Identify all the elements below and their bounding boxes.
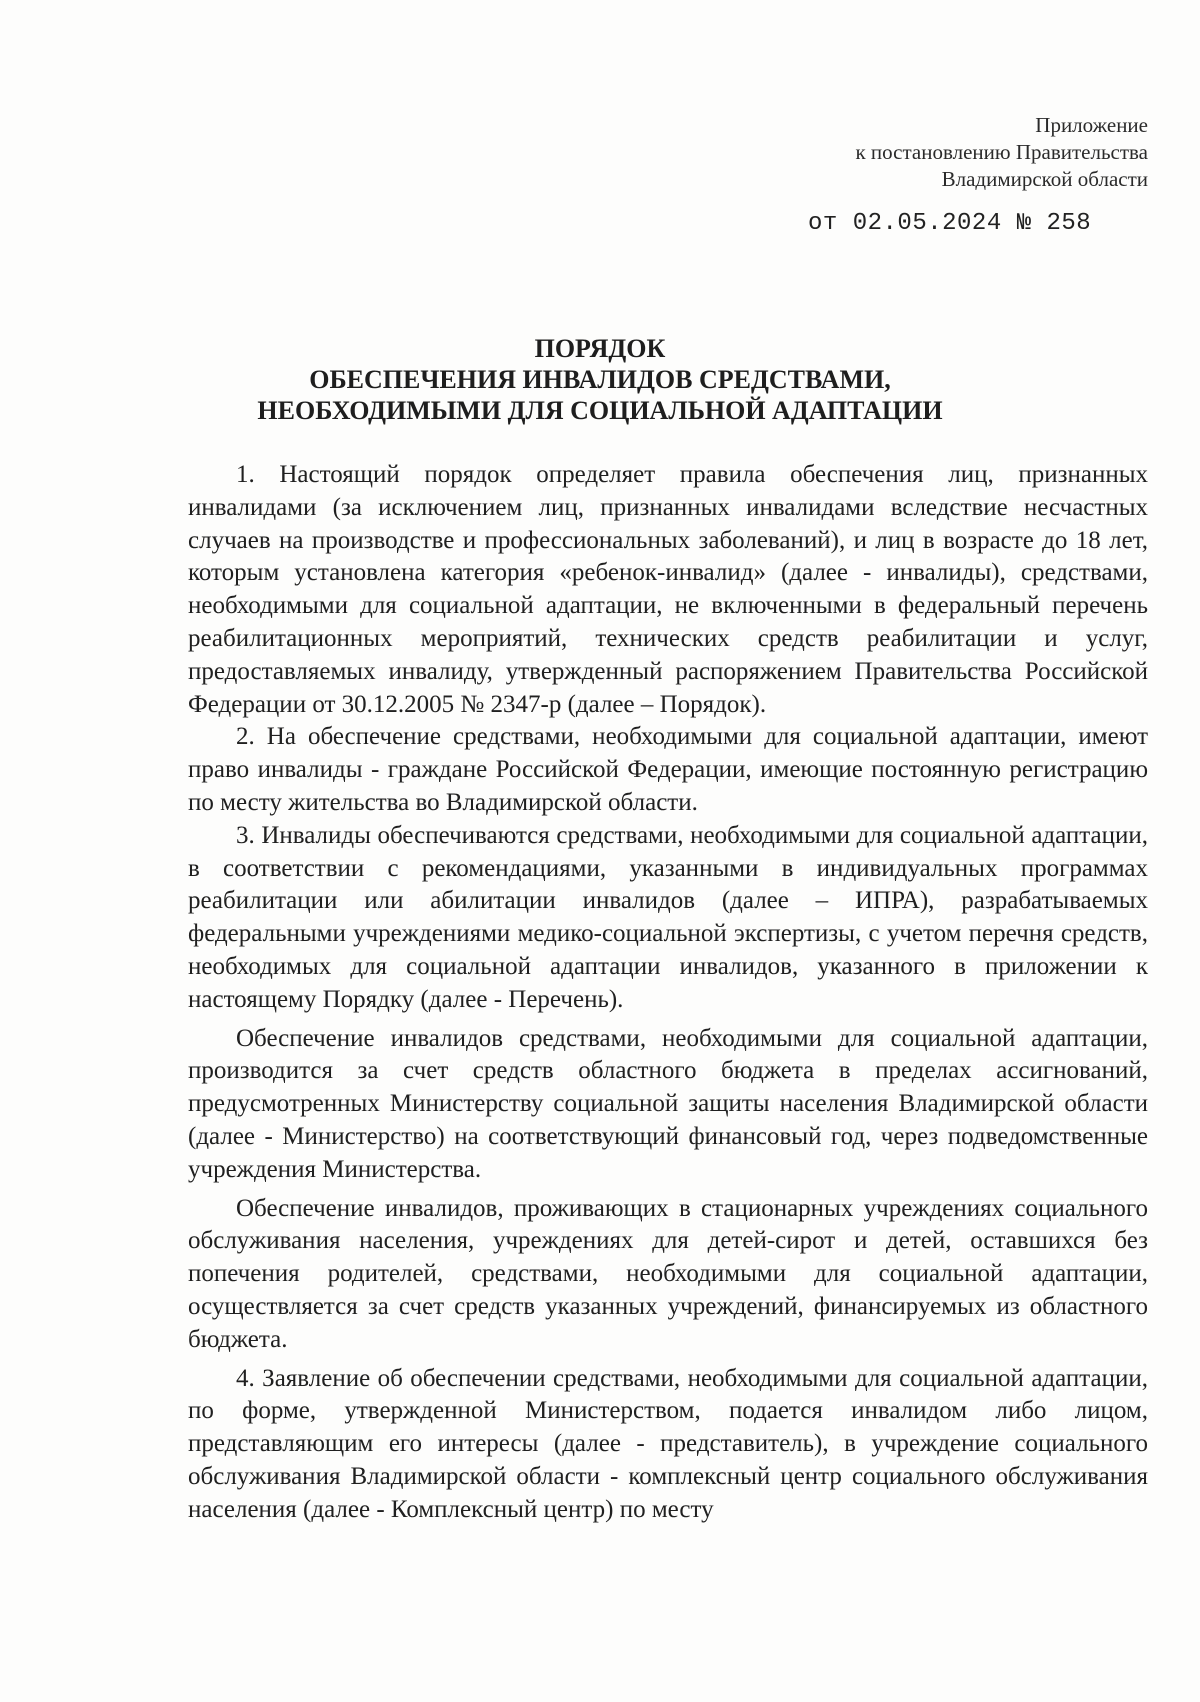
paragraph-1: 1. Настоящий порядок определяет правила обеспечения лиц, признанных инвалидами (за исключением лиц, признанных инвалидами вследствие несчастных случаев на производстве и профессиональных заболеваний), и лиц в возрасте до 18 лет, которым установлена категория «ребенок-инвалид» (далее - инвалиды), средствами, необходимыми для социальной адаптации, не включенными в федеральный перечень реабилитационных мероприятий, технических средств реабилитации и услуг, предоставляемых инвалиду, утвержденный распоряжением Правительства Российской Федерации от 30.12.2005 № 2347-р (далее – Порядок). xyxy=(188,461,1148,718)
paragraph-3: 3. Инвалиды обеспечиваются средствами, необходимыми для социальной адаптации, в соответствии с рекомендациями, указанными в индивидуальных программах реабилитации или абилитации инвалидов (далее – ИПРА), разрабатываемых федеральными учреждениями медико-социальной экспертизы, с учетом перечня средств, необходимых для социальной адаптации инвалидов, указанного в приложении к настоящему Порядку (далее - Перечень). xyxy=(188,821,1148,1013)
paragraph-4: Обеспечение инвалидов средствами, необходимыми для социальной адаптации, производится за счет средств областного бюджета в пределах ассигнований, предусмотренных Министерству социальной защиты населения Владимирской области (далее - Министерство) на соответствующий финансовый год, через подведомственные учреждения Министерства. xyxy=(188,1024,1148,1183)
appendix-label: Приложение xyxy=(1035,113,1148,137)
appendix-region: Владимирской области xyxy=(941,167,1148,191)
appendix-resolution-ref: к постановлению Правительства xyxy=(855,140,1148,164)
paragraph-6: 4. Заявление об обеспечении средствами, необходимыми для социальной адаптации, по форме, утвержденной Министерством, подается инвалидом либо лицом, представляющим его интересы (далее - представитель), в учреждение социального обслуживания Владимирской области - комплексный центр социального обслуживания населения (далее - Комплексный центр) по месту xyxy=(188,1364,1148,1523)
document-title xyxy=(0,333,1200,426)
title-line-1: ПОРЯДОК xyxy=(534,334,666,363)
title-line-2: ОБЕСПЕЧЕНИЯ ИНВАЛИДОВ СРЕДСТВАМИ, xyxy=(309,365,891,394)
document-body xyxy=(188,459,1148,1527)
paragraph-2: 2. На обеспечение средствами, необходимыми для социальной адаптации, имеют право инвалиды - граждане Российской Федерации, имеющие постоянную регистрацию по месту жительства во Владимирской области. xyxy=(188,723,1148,816)
resolution-date-number: от 02.05.2024 № 258 xyxy=(808,210,1092,237)
appendix-header xyxy=(855,112,1148,193)
paragraph-5: Обеспечение инвалидов, проживающих в стационарных учреждениях социального обслуживания населения, учреждениях для детей-сирот и детей, оставшихся без попечения родителей, средствами, необходимыми для социальной адаптации, осуществляется за счет средств указанных учреждений, финансируемых из областного бюджета. xyxy=(188,1194,1148,1353)
title-line-3: НЕОБХОДИМЫМИ ДЛЯ СОЦИАЛЬНОЙ АДАПТАЦИИ xyxy=(257,396,943,425)
